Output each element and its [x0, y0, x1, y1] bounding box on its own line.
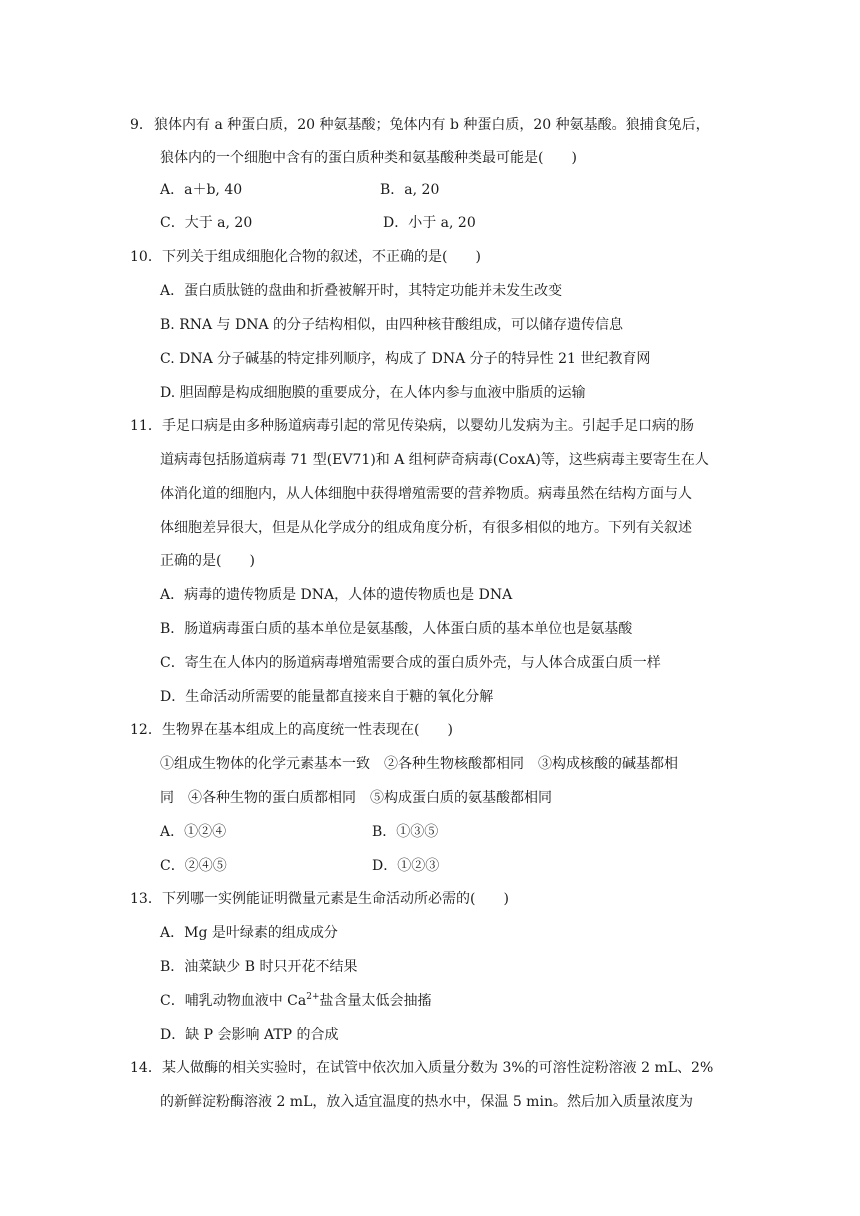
question-13-option-d: D．缺 P 会影响 ATP 的合成 [160, 1027, 339, 1043]
question-11-option-b: B．肠道病毒蛋白质的基本单位是氨基酸，人体蛋白质的基本单位也是氨基酸 [160, 621, 633, 637]
question-9-number: 9． [130, 117, 153, 133]
question-13-number: 13． [130, 891, 162, 907]
question-10-option-c: C. DNA 分子碱基的特定排列顺序，构成了 DNA 分子的特异性 21 世纪教育网 [160, 351, 651, 367]
question-9-option-d: D．小于 a, 20 [383, 215, 476, 231]
question-13-option-b: B．油菜缺少 B 时只开花不结果 [160, 959, 358, 975]
question-11-option-d: D．生命活动所需要的能量都直接来自于糖的氧化分解 [160, 689, 494, 705]
question-12-option-d: D．①②③ [372, 858, 440, 874]
calcium-charge-superscript: 2+ [306, 992, 320, 1002]
question-12-stem: 生物界在基本组成上的高度统一性表现在( ) [162, 722, 453, 738]
question-9-option-c: C．大于 a, 20 [160, 215, 253, 231]
question-11-stem-line-1: 手足口病是由多种肠道病毒引起的常见传染病，以婴幼儿发病为主。引起手足口病的肠 [162, 418, 694, 434]
question-12-option-c: C．②④⑤ [160, 858, 227, 874]
question-14-stem-line-2: 的新鲜淀粉酶溶液 2 mL，放入适宜温度的热水中，保温 5 min。然后加入质量浓度为 [160, 1094, 693, 1110]
question-11-option-c: C．寄生在人体内的肠道病毒增殖需要合成的蛋白质外壳，与人体合成蛋白质一样 [160, 655, 661, 671]
question-12-statement-line-2: 同 ④各种生物的蛋白质都相同 ⑤构成蛋白质的氨基酸都相同 [160, 790, 552, 806]
question-12-option-b: B．①③⑤ [372, 824, 439, 840]
question-12-number: 12． [130, 722, 162, 738]
question-14-stem-line-1: 某人做酶的相关实验时，在试管中依次加入质量分数为 3%的可溶性淀粉溶液 2 mL、2% [162, 1060, 714, 1076]
question-11-stem-line-4: 体细胞差异很大，但是从化学成分的组成角度分析，有很多相似的地方。下列有关叙述 [160, 520, 692, 536]
question-14-number: 14． [130, 1060, 162, 1076]
question-10-option-b: B. RNA 与 DNA 的分子结构相似，由四种核苷酸组成，可以储存遗传信息 [160, 317, 624, 333]
question-13-option-a: A．Mg 是叶绿素的组成成分 [160, 925, 338, 941]
question-13-stem: 下列哪一实例能证明微量元素是生命活动所必需的( ) [162, 891, 509, 907]
question-10-number: 10． [130, 249, 162, 265]
question-11-option-a: A．病毒的遗传物质是 DNA，人体的遗传物质也是 DNA [160, 587, 513, 603]
question-9-option-a: A．a＋b, 40 [160, 182, 243, 198]
question-9-stem-line-1: 狼体内有 a 种蛋白质，20 种氨基酸；兔体内有 b 种蛋白质，20 种氨基酸。狼捕食兔后， [154, 117, 710, 133]
question-11-stem-line-3: 体消化道的细胞内，从人体细胞中获得增殖需要的营养物质。病毒虽然在结构方面与人 [160, 486, 692, 502]
question-11-stem-line-5: 正确的是( ) [160, 553, 255, 569]
question-12-option-a: A．①②④ [160, 824, 227, 840]
question-9-stem-line-2: 狼体内的一个细胞中含有的蛋白质种类和氨基酸种类最可能是( ) [160, 150, 577, 166]
question-10-stem: 下列关于组成细胞化合物的叙述，不正确的是( ) [162, 249, 481, 265]
question-12-statement-line-1: ①组成生物体的化学元素基本一致 ②各种生物核酸都相同 ③构成核酸的碱基都相 [160, 756, 678, 772]
question-11-stem-line-2: 道病毒包括肠道病毒 71 型(EV71)和 A 组柯萨奇病毒(CoxA)等，这些病毒主要寄生在人 [160, 452, 709, 468]
question-13-option-c-text: C．哺乳动物血液中 Ca [160, 993, 307, 1009]
question-10-option-a: A．蛋白质肽链的盘曲和折叠被解开时，其特定功能并未发生改变 [160, 283, 563, 299]
question-9-option-b: B．a, 20 [380, 182, 440, 198]
question-13-option-c-tail: 盐含量太低会抽搐 [319, 993, 432, 1009]
question-10-option-d: D. 胆固醇是构成细胞膜的重要成分，在人体内参与血液中脂质的运输 [160, 385, 586, 401]
question-11-number: 11． [130, 418, 162, 434]
question-13-option-c [160, 991, 432, 1011]
